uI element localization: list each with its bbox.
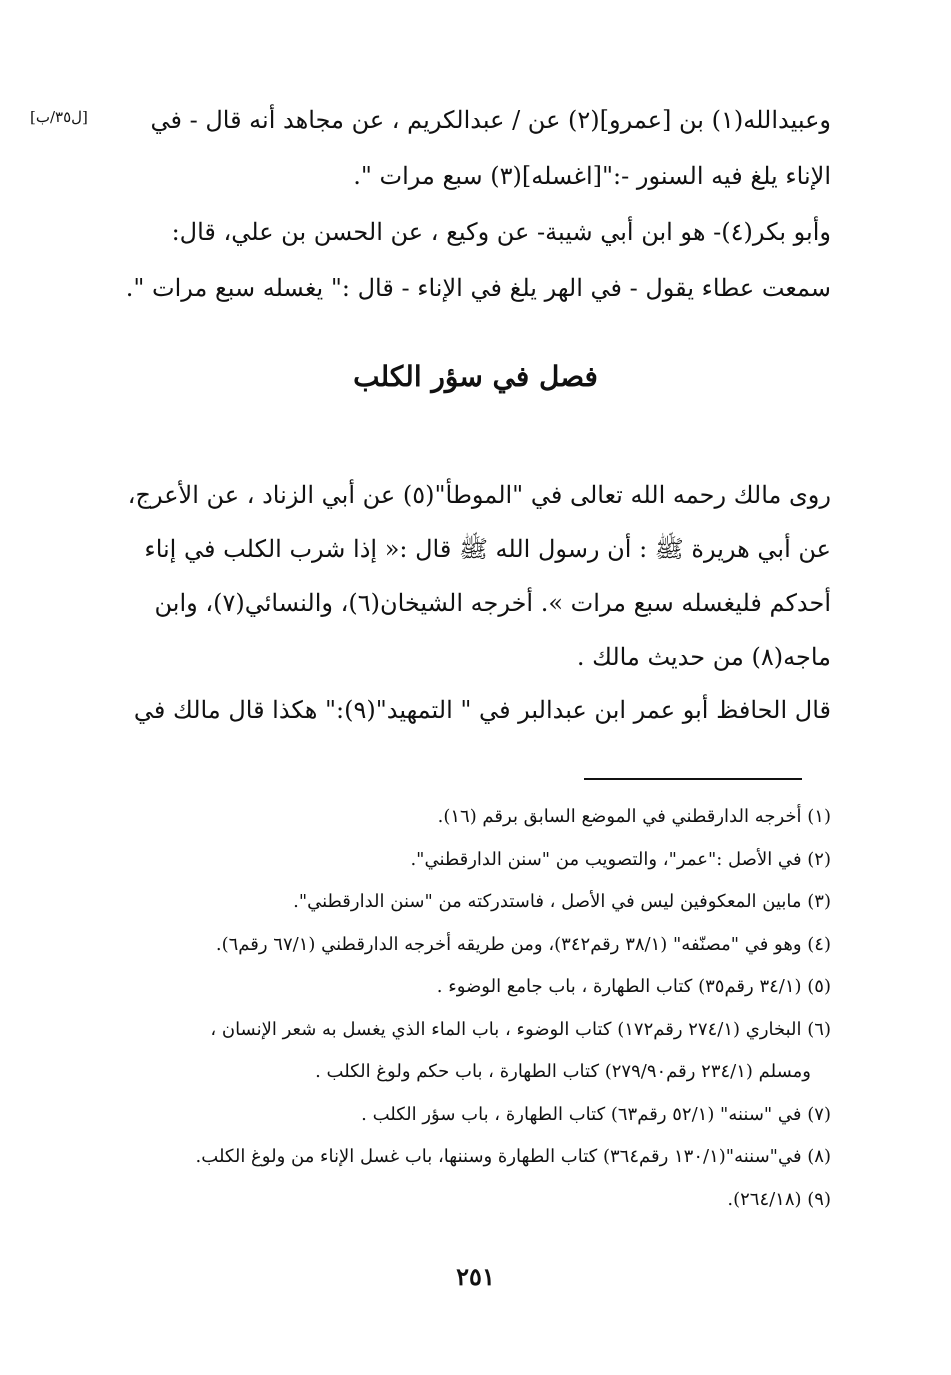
text-line: ماجه(٨) من حديث مالك . [576, 643, 831, 671]
text-line: أحدكم فليغسله سبع مرات ». أخرجه الشيخان(٦)، والنسائي(٧)، وابن [154, 589, 831, 617]
footnote: (٣) مابين المعكوفين ليس في الأصل ، فاستدركته من "سنن الدارقطني". [293, 891, 831, 912]
text-line: عن أبي هريرة ﷺ : أن رسول الله ﷺ قال :« إذا شرب الكلب في إناء [144, 535, 831, 563]
footnote: (٧) في "سننه" (٥٢/١ رقم٦٣) كتاب الطهارة ، باب سؤر الكلب . [361, 1103, 831, 1125]
footnote-continuation [119, 1051, 831, 1094]
footnote: (٨) في"سننه"(١٣٠/١ رقم٣٦٤) كتاب الطهارة وسننها، باب غسل الإناء من ولوغ الكلب. [195, 1146, 831, 1167]
footnote-separator [584, 778, 802, 780]
text-line: وأبو بكر(٤)- هو ابن أبي شيبة- عن وكيع ، عن الحسن بن علي، قال: [171, 218, 831, 246]
footnote: (٤) وهو في "مصنّفه" (٣٨/١ رقم٣٤٢)، ومن طريقه أخرجه الدارقطني (٦٧/١ رقم٦). [215, 933, 831, 955]
footnotes [119, 796, 831, 1221]
text-line: قال الحافظ أبو عمر ابن عبدالبر في " التمهيد"(٩):" هكذا قال مالك في [133, 696, 831, 724]
text-line: سمعت عطاء يقول - في الهر يلغ في الإناء - قال :" يغسله سبع مرات ". [125, 274, 831, 302]
text-line: وعبيدالله(١) بن [عمرو](٢) عن / عبدالكريم ، عن مجاهد أنه قال - في [150, 106, 831, 134]
body-paragraph-1 [119, 468, 831, 684]
footnote: (١) أخرجه الدارقطني في الموضع السابق برقم (١٦). [437, 806, 831, 827]
footnote: (٩) (٢٦٤/١٨). [727, 1188, 831, 1210]
text-line: روى مالك رحمه الله تعالى في "الموطأ"(٥) عن أبي الزناد ، عن الأعرج، [127, 481, 831, 509]
section-heading: فصل في سؤر الكلب [353, 360, 598, 393]
footnote: (٢) في الأصل :"عمر"، والتصويب من "سنن الدارقطني". [410, 848, 831, 870]
text-line: الإناء يلغ فيه السنور -:"[اغسله](٣) سبع مرات ". [353, 162, 831, 190]
paragraph-top-2 [121, 204, 831, 316]
footnote: (٦) البخاري (٢٧٤/١ رقم١٧٢) كتاب الوضوء ، باب الماء الذي يغسل به شعر الإنسان ، [210, 1018, 831, 1040]
body-paragraph-2 [119, 682, 831, 738]
manuscript-folio-note: [ل٣٥/ب] [30, 108, 88, 126]
footnote: (٥) (٣٤/١ رقم٣٥) كتاب الطهارة ، باب جامع الوضوء . [436, 976, 831, 997]
paragraph-top-1 [121, 92, 831, 204]
footnote-continuation-text: ومسلم (٢٣٤/١ رقم٢٧٩/٩٠) كتاب الطهارة ، باب حكم ولوغ الكلب . [315, 1061, 811, 1082]
page-number: ٢٥١ [456, 1262, 495, 1291]
